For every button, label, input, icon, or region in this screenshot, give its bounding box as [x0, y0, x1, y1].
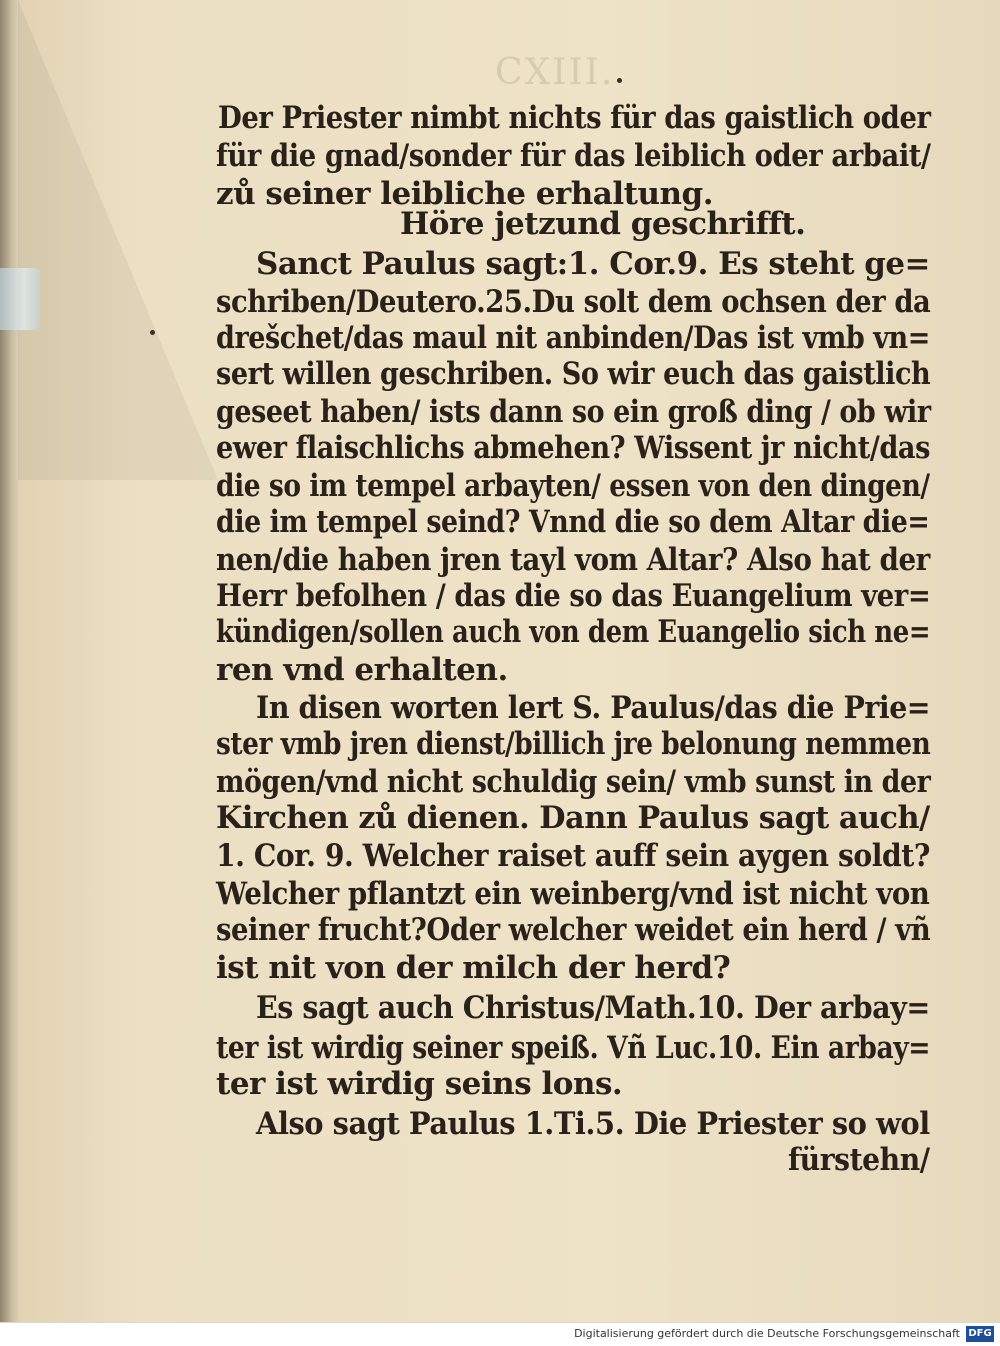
text-line: In disen worten lert S. Paulus/das die Prie= — [256, 690, 931, 726]
text-line: ter ist wirdig seins lons. — [216, 1066, 623, 1102]
text-line: für die gnad/sonder für das leiblich oder arbait/ — [216, 138, 931, 174]
text-line: Sanct Paulus sagt:1. Cor.9. Es steht ge= — [256, 246, 930, 282]
text-line: 1. Cor. 9. Welcher raiset auff sein aygen soldt? — [216, 838, 930, 874]
text-line: nen/die haben jren tayl vom Altar? Also hat der — [216, 542, 930, 578]
text-line: geseet haben/ ists dann so ein groß ding / ob wir — [216, 394, 931, 430]
text-line: Kirchen zů dienen. Dann Paulus sagt auch/ — [216, 800, 930, 836]
text-line: Herr befolhen / das die so das Euangelium ver= — [216, 578, 931, 614]
text-line: ren vnd erhalten. — [216, 652, 508, 688]
text-line: Es sagt auch Christus/Math.10. Der arbay= — [256, 990, 930, 1026]
text-line: Welcher pflantzt ein weinberg/vnd ist nicht von — [216, 876, 930, 912]
text-line: drešchet/das maul nit anbinden/Das ist vmb vn= — [216, 320, 930, 356]
text-line: sert willen geschriben. So wir euch das gaistlich — [216, 356, 931, 392]
text-line: Höre jetzund geschrifft. — [400, 206, 806, 242]
funding-credit: Digitalisierung gefördert durch die Deutsche Forschungsgemeinschaft — [574, 1327, 960, 1340]
dfg-logo-icon: DFG — [966, 1326, 994, 1342]
text-line: ter ist wirdig seiner speiß. Vñ Luc.10. Ein arbay= — [216, 1030, 931, 1066]
text-line: Also sagt Paulus 1.Ti.5. Die Priester so wol — [256, 1106, 930, 1142]
text-line: seiner frucht?Oder welcher weidet ein herd / vñ — [216, 912, 931, 948]
text-line: ewer flaischlichs abmehen? Wissent jr nicht/das — [216, 430, 930, 466]
text-line: schriben/Deutero.25.Du solt dem ochsen der da — [216, 284, 931, 320]
text-line: kündigen/sollen auch von dem Euangelio sich ne= — [216, 614, 931, 650]
text-line: zů seiner leibliche erhaltung. — [216, 176, 714, 212]
text-line: fürstehn/ — [788, 1142, 930, 1178]
text-line: ist nit von der milch der herd? — [216, 950, 731, 986]
digitization-footer — [0, 1322, 1000, 1346]
text-line: die so im tempel arbayten/ essen von den dingen/ — [216, 468, 930, 504]
text-line: Der Priester nimbt nichts für das gaistlich oder — [218, 100, 931, 136]
show-through-header: CXIII. — [495, 52, 615, 93]
text-line: ster vmb jren dienst/billich jre belonung nemmen — [216, 726, 931, 762]
text-line: mögen/vnd nicht schuldig sein/ vmb sunst in der — [216, 764, 931, 800]
text-line: die im tempel seind? Vnnd die so dem Altar die= — [216, 504, 930, 540]
